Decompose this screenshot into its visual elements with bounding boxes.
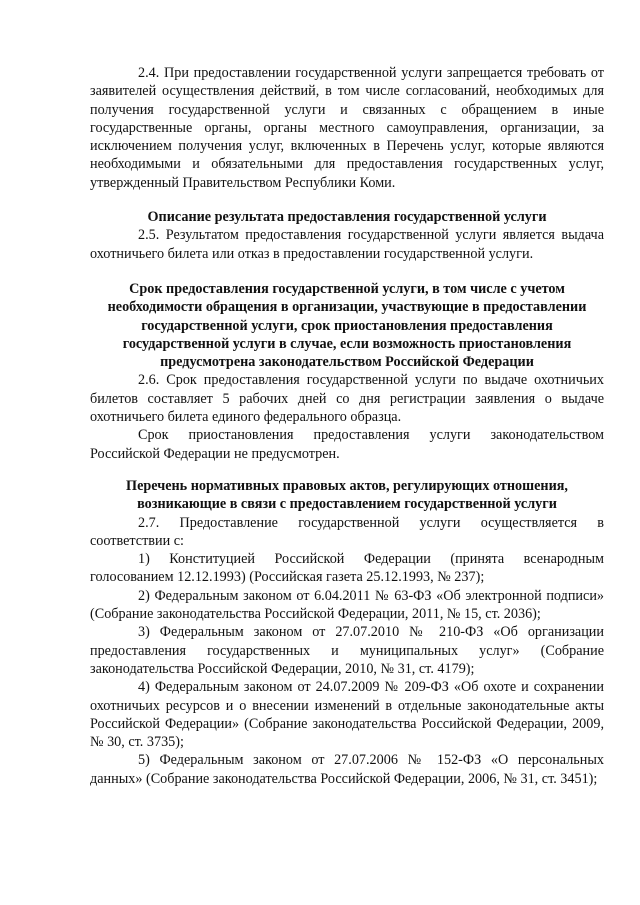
- paragraph-2-6: 2.6. Срок предоставления государственной услуги по выдаче охотничьих билетов составляет 5 рабочих дней со дня регистрации заявления о выдаче охотничьего билета единого федерального образца.: [90, 372, 604, 426]
- legal-act-item: 4) Федеральным законом от 24.07.2009 № 209-ФЗ «Об охоте и сохранении охотничьих ресурсов и о внесении изменений в отдельные законодательные акты Российской Федерации» (Собрание законодательства Российской Федерации, 2009, № 30, ст. 3735);: [90, 679, 604, 751]
- heading-legal-acts: Перечень нормативных правовых актов, регулирующих отношения, возникающие в связи с предоставлением государственной услуги: [126, 477, 568, 513]
- paragraph-suspension: Срок приостановления предоставления услуги законодательством Российской Федерации не предусмотрен.: [90, 427, 604, 462]
- paragraph-2-7: 2.7. Предоставление государственной услуги осуществляется в соответствии с:: [90, 514, 604, 549]
- legal-act-item: 5) Федеральным законом от 27.07.2006 № 152-ФЗ «О персональных данных» (Собрание законодательства Российской Федерации, 2006, № 31, ст. 3451);: [90, 752, 604, 787]
- legal-act-item: 2) Федеральным законом от 6.04.2011 № 63-ФЗ «Об электронной подписи» (Собрание законодательства Российской Федерации, 2011, № 15, ст. 2036);: [90, 587, 604, 623]
- legal-act-item: 3) Федеральным законом от 27.07.2010 № 210-ФЗ «Об организации предоставления государственных и муниципальных услуг» (Собрание законодательства Российской Федерации, 2010, № 31, ст. 4179);: [90, 624, 604, 677]
- paragraph-2-4: 2.4. При предоставлении государственной услуги запрещается требовать от заявителей осуществления действий, в том числе согласований, необходимых для получения государственной услуги и связанных с обращением в иные государственные органы, органы местного самоуправления, организации, за исключением получения услуг, включенных в Перечень услуг, которые являются необходимыми и обязательными для предоставления государственных услуг, утвержденный Правительством Республики Коми.: [90, 65, 604, 191]
- paragraph-2-5: 2.5. Результатом предоставления государственной услуги является выдача охотничьего билета или отказ в предоставлении государственной услуги.: [90, 227, 604, 262]
- heading-service-term: Срок предоставления государственной услуги, в том числе с учетом необходимости обращения в организации, участвующие в предоставлении государственной услуги, срок приостановления предоставления государственной услуги в случае, если возможность приостановления предусмотрена законодательством Российской Федерации: [107, 280, 587, 371]
- heading-service-result: Описание результата предоставления государственной услуги: [147, 209, 547, 226]
- legal-act-item: 1) Конституцией Российской Федерации (принята всенародным голосованием 12.12.1993) (Российская газета 25.12.1993, № 237);: [90, 551, 604, 586]
